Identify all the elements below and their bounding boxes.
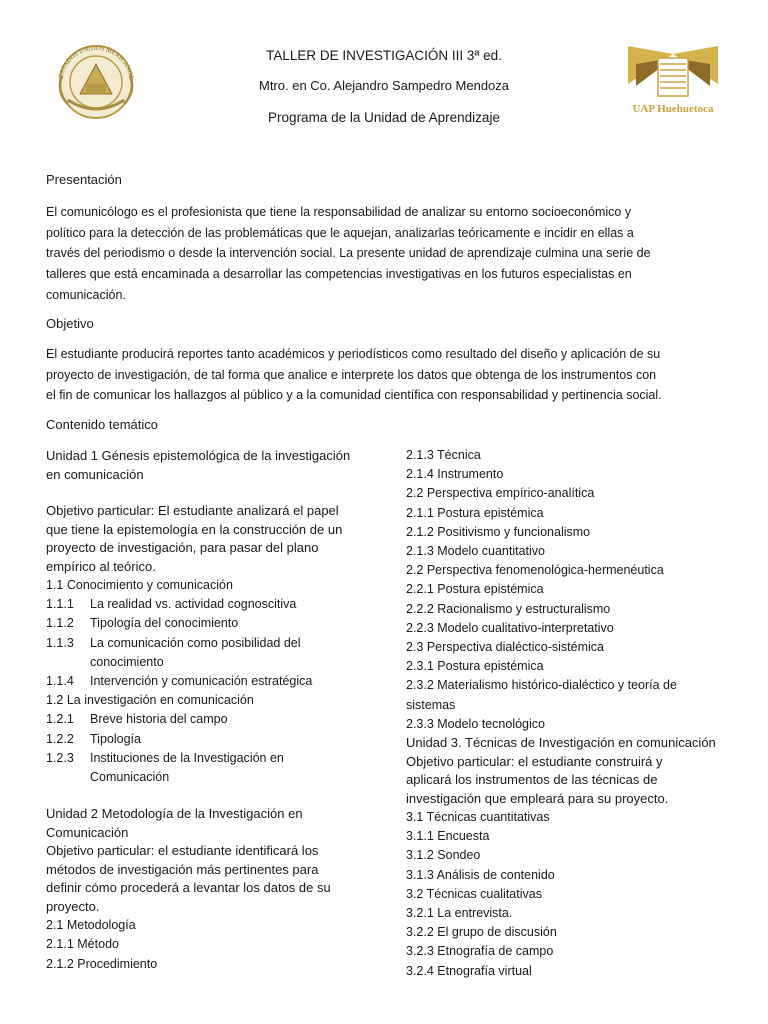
list-item <box>46 710 396 729</box>
topic-text: Comunicación <box>90 770 170 785</box>
unit3-objective <box>406 753 736 809</box>
unit2-topic-list <box>46 916 396 974</box>
unit3-objective-line: aplicará los instrumentos de las técnicas de <box>406 772 658 788</box>
uap-logo-text: UAP Huehuetoca <box>632 103 714 115</box>
list-item <box>46 614 396 633</box>
list-item <box>46 576 396 595</box>
unit3-topic-list <box>406 808 736 981</box>
topic-text: Instituciones de la Investigación en <box>90 750 284 765</box>
list-item: 2.1.1 Postura epistémica <box>406 505 544 520</box>
topic-number: 1.1.4 <box>46 674 74 689</box>
unit1-objective-line: proyecto de investigación, para pasar del plano <box>46 540 319 555</box>
paragraph-line: proyecto de investigación, de tal forma que analice e interprete los datos que obtenga de los instrumentos con <box>46 367 657 382</box>
list-item <box>46 634 396 653</box>
topic-text: Tipología <box>90 731 141 746</box>
paragraph-line: talleres que está encaminada a desarrollar las competencias investigativas en los futuros especialistas en <box>46 267 632 282</box>
list-item: 3.2.3 Etnografía de campo <box>406 944 554 959</box>
paragraph-line: el fin de comunicar los hallazgos al público y a la comunidad científica con responsabilidad y pertinencia social. <box>46 388 662 403</box>
unit2-objective-line: proyecto. <box>46 898 100 914</box>
paragraph-line: través del periodismo o desde la intervención social. La presente unidad de aprendizaje culmina una serie de <box>46 246 651 261</box>
unit1-objective-line: Objetivo particular: El estudiante analizará el papel <box>46 503 339 518</box>
list-item: 2.1.3 Modelo cuantitativo <box>406 544 545 559</box>
list-item: 2.3.3 Modelo tecnológico <box>406 716 545 731</box>
unit2-objective <box>46 842 396 916</box>
list-item: 3.2.4 Etnografía virtual <box>406 963 532 978</box>
topic-text: conocimiento <box>90 654 164 669</box>
unit1-topic-list <box>46 576 396 787</box>
objetivo-paragraph <box>46 344 726 406</box>
list-item: 3.1.1 Encuesta <box>406 829 490 844</box>
list-item <box>46 653 396 672</box>
list-item: 2.1.2 Procedimiento <box>46 956 158 971</box>
list-item <box>46 730 396 749</box>
list-item: 3.1.2 Sondeo <box>406 848 481 863</box>
topic-text: La comunicación como posibilidad del <box>90 635 301 650</box>
content-right-column <box>406 446 736 981</box>
topic-number: 1.2.3 <box>46 750 74 765</box>
unit2-objective-line: métodos de investigación más pertinentes para <box>46 861 319 877</box>
list-item: 2.3.1 Postura epistémica <box>406 659 544 674</box>
unit1-objective-line: empírico al teórico. <box>46 558 156 574</box>
list-item: 2.3.2 Materialismo histórico-dialéctico y teoría de <box>406 678 677 693</box>
topic-text: 1.1 Conocimiento y comunicación <box>46 578 233 592</box>
list-item: 3.1 Técnicas cuantitativas <box>406 810 550 825</box>
unit2-objective-line: Objetivo particular: el estudiante identificará los <box>46 843 319 859</box>
list-item: 2.2.3 Modelo cualitativo-interpretativo <box>406 620 614 635</box>
list-item: 2.1.3 Técnica <box>406 448 481 462</box>
list-item: sistemas <box>406 697 456 712</box>
list-item: 3.2.2 El grupo de discusión <box>406 925 557 940</box>
unit3-title: Unidad 3. Técnicas de Investigación en comunicación <box>406 735 716 751</box>
list-item: 2.1.1 Método <box>46 937 119 952</box>
unit2-title-line: Unidad 2 Metodología de la Investigación en <box>46 806 303 822</box>
list-item: 2.1.4 Instrumento <box>406 467 504 482</box>
topic-text: Breve historia del campo <box>90 712 228 727</box>
document-author: Mtro. en Co. Alejandro Sampedro Mendoza <box>258 78 510 93</box>
list-item: 2.2 Perspectiva fenomenológica-hermenéutica <box>406 563 664 578</box>
list-item: 3.2.1 La entrevista. <box>406 906 513 921</box>
topic-number: 1.2.1 <box>46 712 74 727</box>
list-item: 2.1 Metodología <box>46 918 136 933</box>
paragraph-line: político para la detección de las problemáticas que le aquejan, analizarlas teóricamente e incidir en ellas a <box>46 225 634 240</box>
paragraph-line: El comunicólogo es el profesionista que tiene la responsabilidad de analizar su entorno socioeconómico y <box>46 205 632 219</box>
section-heading-contenido: Contenido temático <box>46 417 159 432</box>
list-item <box>46 595 396 614</box>
document-subtitle: Programa de la Unidad de Aprendizaje <box>268 110 500 125</box>
topic-number: 1.1.3 <box>46 635 74 650</box>
list-item: 3.1.3 Análisis de contenido <box>406 867 555 882</box>
section-heading-objetivo: Objetivo <box>46 316 94 331</box>
unit3-objective-line: investigación que empleará para su proyecto. <box>406 790 669 806</box>
unit1-objective <box>46 502 396 576</box>
document-title: TALLER DE INVESTIGACIÓN III 3ª ed. <box>266 48 502 63</box>
unit1-title-line: Unidad 1 Génesis epistemológica de la investigación <box>46 448 351 463</box>
section-heading-presentacion: Presentación <box>46 172 122 187</box>
topic-number: 1.1.1 <box>46 597 74 612</box>
list-item: 2.2.1 Postura epistémica <box>406 582 544 597</box>
unit3-objective-line: Objetivo particular: el estudiante construirá y <box>406 753 663 769</box>
unit2-title <box>46 805 396 842</box>
presentacion-paragraph <box>46 202 726 306</box>
topic-text: Intervención y comunicación estratégica <box>90 674 313 689</box>
paragraph-line: comunicación. <box>46 287 126 302</box>
list-item <box>46 672 396 691</box>
list-item <box>46 768 396 787</box>
seal-lettering: ESTADOS UNIDOS MEXICANOS <box>57 44 135 80</box>
list-item: 2.3 Perspectiva dialéctico-sistémica <box>406 640 604 655</box>
unit1-title <box>46 447 396 484</box>
unit2-objective-line: definir cómo procederá a levantar los datos de su <box>46 880 331 896</box>
list-item: 2.2 Perspectiva empírico-analítica <box>406 486 595 501</box>
topic-text: 1.2 La investigación en comunicación <box>46 693 254 708</box>
list-item <box>46 749 396 768</box>
list-item: 2.1.2 Positivismo y funcionalismo <box>406 524 591 539</box>
list-item: 2.2.2 Racionalismo y estructuralismo <box>406 601 611 616</box>
list-item <box>46 691 396 710</box>
content-left-column <box>46 447 396 974</box>
unit2-title-line: Comunicación <box>46 824 129 840</box>
paragraph-line: El estudiante producirá reportes tanto académicos y periodísticos como resultado del diseño y aplicación de su <box>46 347 661 361</box>
topic-text: La realidad vs. actividad cognoscitiva <box>90 597 297 612</box>
list-item: 3.2 Técnicas cualitativas <box>406 886 542 901</box>
topic-number: 1.1.2 <box>46 616 74 631</box>
topic-text: Tipología del conocimiento <box>90 616 239 631</box>
unit1-objective-line: que tiene la epistemología en la construcción de un <box>46 521 343 537</box>
unit1-title-line: en comunicación <box>46 466 144 482</box>
topic-number: 1.2.2 <box>46 731 74 746</box>
unit2-topic-list-continued <box>406 446 736 734</box>
